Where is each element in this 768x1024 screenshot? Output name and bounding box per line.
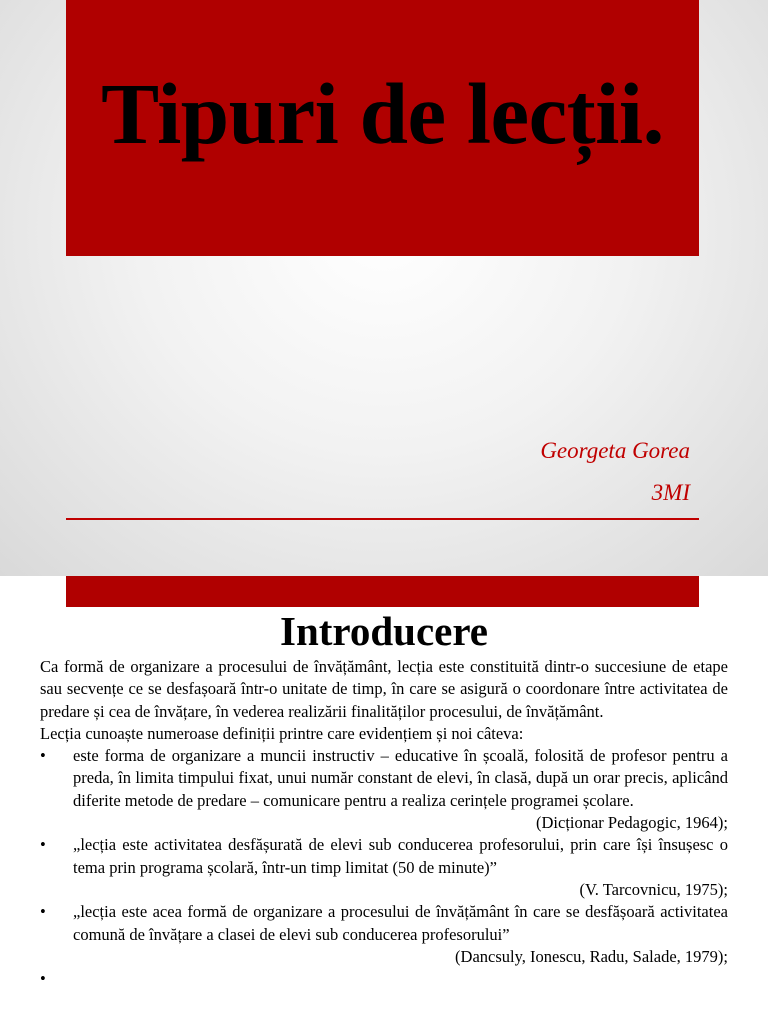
definition-item [40,901,728,968]
bullet-text: este forma de organizare a muncii instructiv – educative în școală, folosită de profesor pentru a preda, în limita timpului fixat, unui număr constant de elevi, în clasă, după un orar precis, aplicând diferite metode de predare – comunicare pentru a realiza cerințele programei școlare. [73,746,728,810]
citation: (V. Tarcovnicu, 1975); [579,879,728,899]
author-name: Georgeta Gorea [540,438,690,463]
bullet-item [40,834,728,879]
bullet-icon: • [40,746,46,766]
bullet-item [40,745,728,812]
bullet-icon: • [40,902,46,922]
bullet-text: „lecția este acea formă de organizare a procesului de învățământ în care se desfășoară activitatea comună de învățare a clasei de elevi sub conducerea profesorului” [73,902,728,944]
section-heading: Introducere [279,608,489,654]
bullet-icon: • [40,835,46,855]
definitions-intro: Lecția cunoaște numeroase definiții printre care evidențiem și noi câteva: [40,723,524,743]
definition-item [40,834,728,901]
citation: (Dicționar Pedagogic, 1964); [536,813,728,833]
bullet-icon: • [40,969,46,989]
bullet-text: „lecția este activitatea desfășurată de elevi sub conducerea profesorului, prin care își însușesc o tema prin programa școlară, într-un timp limitat (50 de minute)” [73,835,728,877]
intro-paragraph: Ca formă de organizare a procesului de învățământ, lecția este constituită dintr-o succesiune de etape sau secvențe ce se desfașoară într-o unitate de timp, în care se asigură o coordonare între activitatea de predare și cea de învățare, în vederea realizării finalităților procesului, de învățământ. [40,657,728,721]
title-banner [66,0,699,256]
slide-content [40,656,728,989]
definition-item [40,745,728,834]
divider-line [66,518,699,520]
slide-title: Tipuri de lecții. [101,65,664,162]
bullet-item [40,901,728,946]
top-banner [66,576,699,607]
author-class: 3MI [651,480,690,505]
author-block [540,430,690,514]
introduction-slide [0,576,768,1024]
citation: (Dancsuly, Ionescu, Radu, Salade, 1979); [455,946,728,966]
